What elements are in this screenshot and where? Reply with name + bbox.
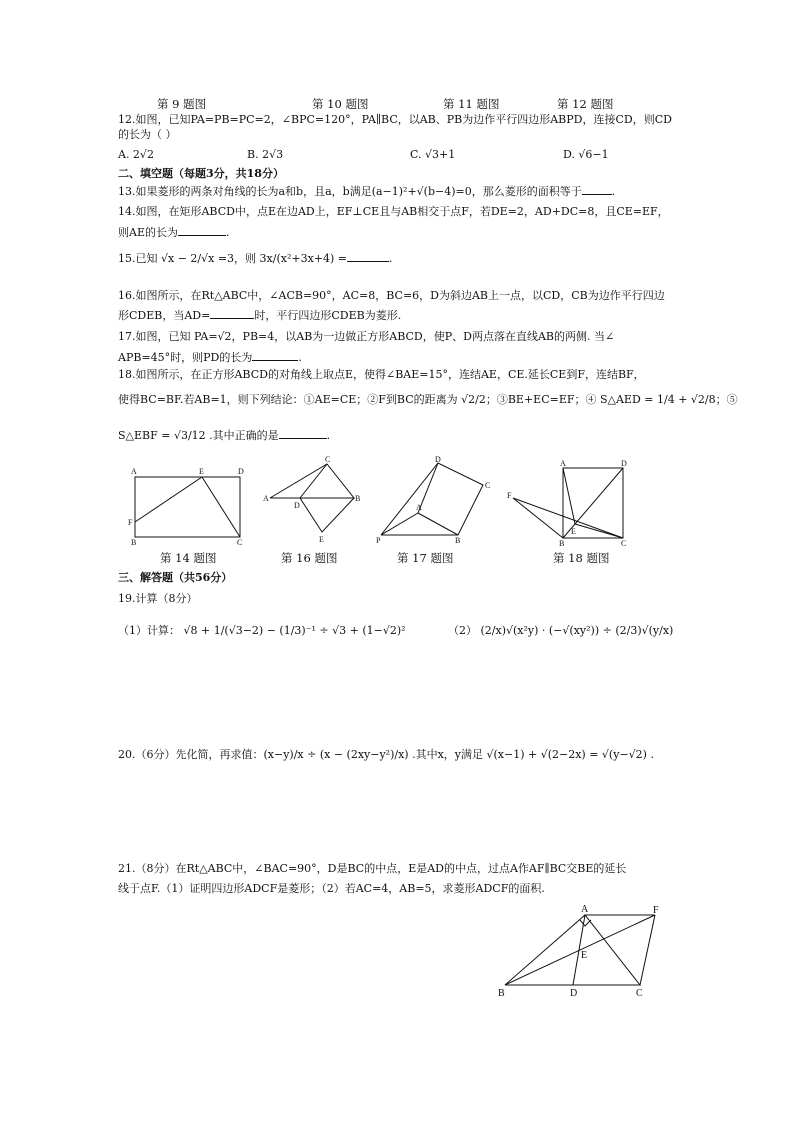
section-3-title: 三、解答题（共56分）	[118, 571, 233, 584]
svg-text:D: D	[238, 467, 244, 476]
q12-option-c: C. √3+1	[410, 148, 456, 161]
q12-text: 12.如图，已知PA=PB=PC=2，∠BPC=120°，PA∥BC，以AB、PB为边作平行四边形ABPD，连接CD，则CD	[118, 113, 672, 126]
q16-line1: 16.如图所示，在Rt△ABC中，∠ACB=90°，AC=8，BC=6，D为斜边AB上一点，以CD，CB为边作平行四边	[118, 289, 665, 302]
caption-fig-9: 第 9 题图	[157, 97, 207, 111]
q12-option-b: B. 2√3	[247, 148, 284, 161]
caption-fig-12: 第 12 题图	[557, 97, 614, 111]
svg-text:B: B	[498, 988, 505, 999]
svg-text:B: B	[455, 536, 461, 545]
svg-text:B: B	[131, 538, 137, 547]
q19-part1: （1）计算： √8 + 1/(√3−2) − (1/3)⁻¹ ÷ √3 + (1−√2)²	[118, 624, 406, 637]
section-2-title: 二、填空题（每题3分，共18分）	[118, 167, 284, 180]
svg-text:D: D	[435, 455, 441, 464]
figure-14	[125, 462, 250, 547]
figure-17	[373, 455, 493, 545]
caption-fig-11: 第 11 题图	[443, 97, 500, 111]
caption-fig-16: 第 16 题图	[281, 551, 338, 565]
q13-text: 13.如果菱形的两条对角线的长为a和b，且a，b满足(a−1)²+√(b−4)=0，那么菱形的面积等于 .	[118, 185, 616, 198]
svg-text:B: B	[355, 494, 361, 503]
svg-text:A: A	[263, 494, 269, 503]
figure-18	[505, 458, 635, 548]
svg-text:A: A	[131, 467, 137, 476]
svg-text:C: C	[325, 456, 331, 464]
svg-text:D: D	[621, 459, 627, 468]
svg-text:F: F	[507, 491, 512, 500]
q14-line2: 则AE的长为 .	[118, 226, 230, 239]
q12-text-cont: 的长为（ ）	[118, 128, 177, 141]
q14-line1: 14.如图，在矩形ABCD中，点E在边AD上，EF⊥CE且与AB相交于点F，若DE=2，AD+DC=8，且CE=EF，	[118, 205, 669, 218]
svg-text:E: E	[199, 467, 204, 476]
svg-text:D: D	[294, 501, 300, 510]
q18-line1: 18.如图所示，在正方形ABCD的对角线上取点E，使得∠BAE=15°，连结AE，CE.延长CE到F，连结BF，	[118, 368, 645, 381]
q20-text: 20.（6分）先化简，再求值：(x−y)/x ÷ (x − (2xy−y²)/x) .其中x，y满足 √(x−1) + √(2−2x) = √(y−√2) .	[118, 748, 654, 761]
svg-text:E: E	[319, 535, 324, 544]
q18-line2: 使得BC=BF.若AB=1，则下列结论：①AE=CE；②F到BC的距离为 √2/2；③BE+EC=EF；④ S△AED = 1/4 + √2/8；⑤	[118, 393, 738, 406]
q21-line2: 线于点F.（1）证明四边形ADCF是菱形；（2）若AC=4，AB=5，求菱形ADCF的面积.	[118, 882, 545, 895]
svg-text:E: E	[571, 527, 576, 536]
figure-16	[262, 456, 362, 551]
svg-text:C: C	[621, 539, 627, 548]
figure-21	[495, 900, 675, 1000]
q12-option-a: A. 2√2	[118, 148, 154, 161]
svg-text:C: C	[636, 988, 643, 999]
caption-fig-10: 第 10 题图	[312, 97, 369, 111]
caption-fig-18: 第 18 题图	[553, 551, 610, 565]
q21-line1: 21.（8分）在Rt△ABC中，∠BAC=90°，D是BC的中点，E是AD的中点，过点A作AF∥BC交BE的延长	[118, 862, 627, 875]
q15-text: 15.已知 √x − 2/√x =3，则 3x/(x²+3x+4) = .	[118, 252, 393, 265]
svg-text:B: B	[559, 539, 565, 548]
q17-line1: 17.如图，已知 PA=√2，PB=4，以AB为一边做正方形ABCD，使P、D两点落在直线AB的两侧. 当∠	[118, 330, 615, 343]
svg-text:A: A	[560, 459, 566, 468]
caption-fig-17: 第 17 题图	[397, 551, 454, 565]
q19-title: 19.计算（8分）	[118, 592, 198, 605]
q12-option-d: D. √6−1	[563, 148, 609, 161]
q17-line2: APB=45°时，则PD的长为 .	[118, 351, 302, 364]
q18-line3: S△EBF = √3/12 .其中正确的是 .	[118, 429, 331, 442]
caption-fig-14: 第 14 题图	[160, 551, 217, 565]
svg-text:C: C	[237, 538, 243, 547]
svg-text:D: D	[570, 988, 578, 999]
q16-line2: 形CDEB，当AD= 时，平行四边形CDEB为菱形.	[118, 309, 402, 322]
svg-text:P: P	[376, 536, 381, 545]
svg-text:E: E	[581, 950, 588, 961]
svg-text:A: A	[416, 503, 422, 512]
svg-text:C: C	[485, 481, 491, 490]
q19-part2: （2） (2/x)√(x²y) · (−√(xy²)) ÷ (2/3)√(y/x)	[448, 624, 674, 637]
svg-text:A: A	[581, 904, 589, 915]
svg-text:F: F	[128, 518, 133, 527]
svg-text:F: F	[653, 905, 659, 916]
